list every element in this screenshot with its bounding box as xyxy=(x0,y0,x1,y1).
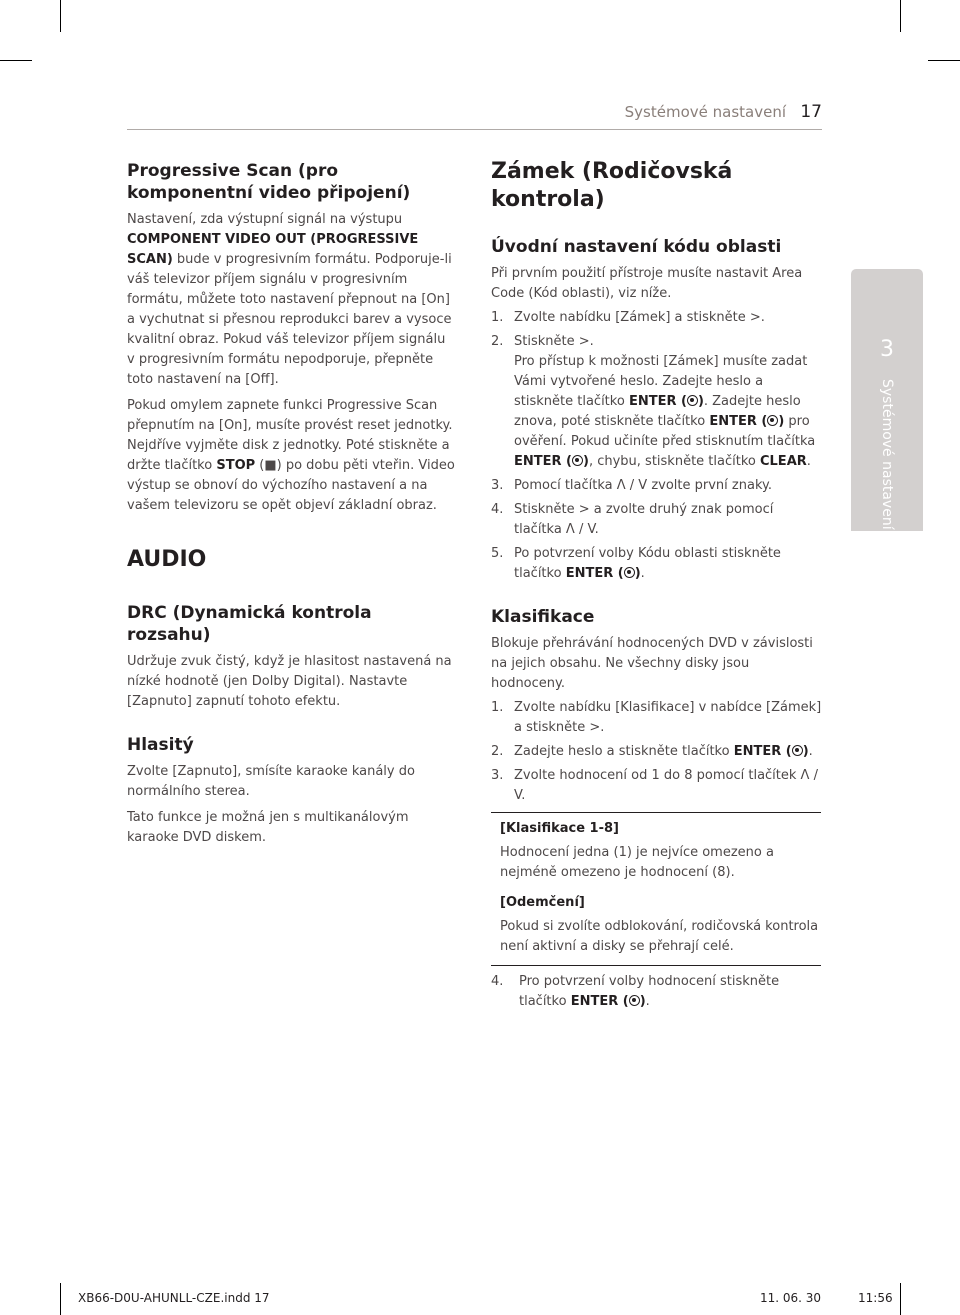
klasifikace-intro: Blokuje přehrávání hodnocených DVD v závislosti na jejich obsahu. Ne všechny disky jsou hodnoceny. xyxy=(491,636,813,691)
klasifikace-steps-end xyxy=(491,972,825,1012)
footer-file: XB66-D0U-AHUNLL-CZE.indd 17 xyxy=(78,1291,270,1305)
step-item: 2. Stiskněte >. Pro přístup k možnosti [Zámek] musíte zadat Vámi vytvořené heslo. Zadejte heslo a stiskněte tlačítko ENTER ( ). Zadejte heslo znova, poté stiskněte tlačítko ENTER ( ) pro ověření. Pokud učiníte před stisknutím tlačítka ENTER ( ), chybu, stiskněte tlačítko CLEAR. xyxy=(491,334,816,469)
box-top-rule xyxy=(491,812,821,813)
enter-icon xyxy=(624,567,635,578)
step-item: 1. Zvolte nabídku [Klasifikace] v nabídce [Zámek] a stiskněte >. xyxy=(491,700,822,735)
footer-time: 11:56 xyxy=(858,1291,893,1305)
chapter-number: 3 xyxy=(880,337,894,362)
footer-date: 11. 06. 30 xyxy=(760,1291,822,1305)
crop-mark xyxy=(900,0,901,32)
box-title-rating: [Klasifikace 1-8] xyxy=(500,821,619,836)
hlasity-heading: Hlasitý xyxy=(127,735,194,755)
progressive-scan-paragraph-1: Nastavení, zda výstupní signál na výstupu COMPONENT VIDEO OUT (PROGRESSIVE SCAN) bude v progresivním formátu. Podporuje-li váš televizor příjem signálu v progresivním formátu, můžete toto nastavení přepnout na [On] a vychutnat si přesnou reprodukci barev a vysoce kvalitní obraz. Pokud váš televizor příjem signálu v progresivním formátu nepodporuje, přepněte toto nastavení na [Off]. xyxy=(127,212,452,387)
step-item: 5. Po potvrzení volby Kódu oblasti stiskněte tlačítko ENTER ( ). xyxy=(491,546,781,581)
enter-icon xyxy=(767,415,778,426)
step-item: 1. Zvolte nabídku [Zámek] a stiskněte >. xyxy=(491,310,765,325)
crop-mark xyxy=(928,60,960,61)
progressive-scan-heading: Progressive Scan (pro komponentní video připojení) xyxy=(127,161,411,203)
chapter-label: Systémové nastavení xyxy=(879,379,895,530)
left-column xyxy=(127,160,455,848)
enter-icon xyxy=(572,455,583,466)
right-column xyxy=(491,158,825,1016)
klasifikace-heading: Klasifikace xyxy=(491,607,595,627)
step-item: 3. Pomocí tlačítka Λ / V zvolte první znaky. xyxy=(491,478,772,493)
lock-heading: Zámek (Rodičovská kontrola) xyxy=(491,159,733,212)
area-code-heading: Úvodní nastavení kódu oblasti xyxy=(491,237,782,257)
audio-heading: AUDIO xyxy=(127,547,207,572)
area-code-steps xyxy=(491,308,825,584)
crop-mark xyxy=(60,1283,61,1315)
box-text-unlock: Pokud si zvolíte odblokování, rodičovská kontrola není aktivní a disky se přehrají celé. xyxy=(500,919,819,954)
enter-icon xyxy=(629,995,640,1006)
area-code-intro: Při prvním použití přístroje musíte nastavit Area Code (Kód oblasti), viz níže. xyxy=(491,266,803,301)
hlasity-text-1: Zvolte [Zapnuto], smísíte karaoke kanály do normálního sterea. xyxy=(127,764,415,799)
drc-heading: DRC (Dynamická kontrola rozsahu) xyxy=(127,603,372,645)
hlasity-text-2: Tato funkce je možná jen s multikanálovým karaoke DVD diskem. xyxy=(127,810,409,845)
drc-text: Udržuje zvuk čistý, když je hlasitost nastavená na nízké hodnotě (jen Dolby Digital). Nastavte [Zapnuto] zapnutí tohoto efektu. xyxy=(127,654,452,709)
page-header xyxy=(560,101,822,123)
step-item: 2. Zadejte heslo a stiskněte tlačítko ENTER ( ). xyxy=(491,744,813,759)
header-rule xyxy=(127,129,822,130)
box-bottom-rule xyxy=(491,965,821,966)
step-item: 4. Pro potvrzení volby hodnocení stiskněte tlačítko ENTER ( ). xyxy=(491,974,780,1009)
box-text-rating: Hodnocení jedna (1) je nejvíce omezeno a nejméně omezeno je hodnocení (8). xyxy=(500,845,774,880)
step-item: 3. Zvolte hodnocení od 1 do 8 pomocí tlačítek Λ / V. xyxy=(491,768,818,803)
progressive-scan-paragraph-2: Pokud omylem zapnete funkci Progressive Scan přepnutím na [On], musíte provést reset jednotky. Nejdříve vyjměte disk z jednotky. Poté stiskněte a držte tlačítko STOP (■) po dobu pěti vteřin. Video výstup se obnoví do výchozího nastavení a na vašem televizoru se opět objeví základní obraz. xyxy=(127,398,455,513)
crop-mark xyxy=(60,0,61,32)
chapter-side-tab xyxy=(851,269,923,531)
klasifikace-steps xyxy=(491,698,825,806)
enter-icon xyxy=(792,745,803,756)
crop-mark xyxy=(0,60,32,61)
step-item: 4. Stiskněte > a zvolte druhý znak pomocí tlačítka Λ / V. xyxy=(491,502,774,537)
enter-icon xyxy=(687,395,698,406)
section-title: Systémové nastavení xyxy=(624,103,786,121)
crop-mark xyxy=(900,1283,901,1315)
box-title-unlock: [Odemčení] xyxy=(500,895,585,910)
page-number: 17 xyxy=(800,102,822,122)
rating-options-box xyxy=(491,819,825,957)
